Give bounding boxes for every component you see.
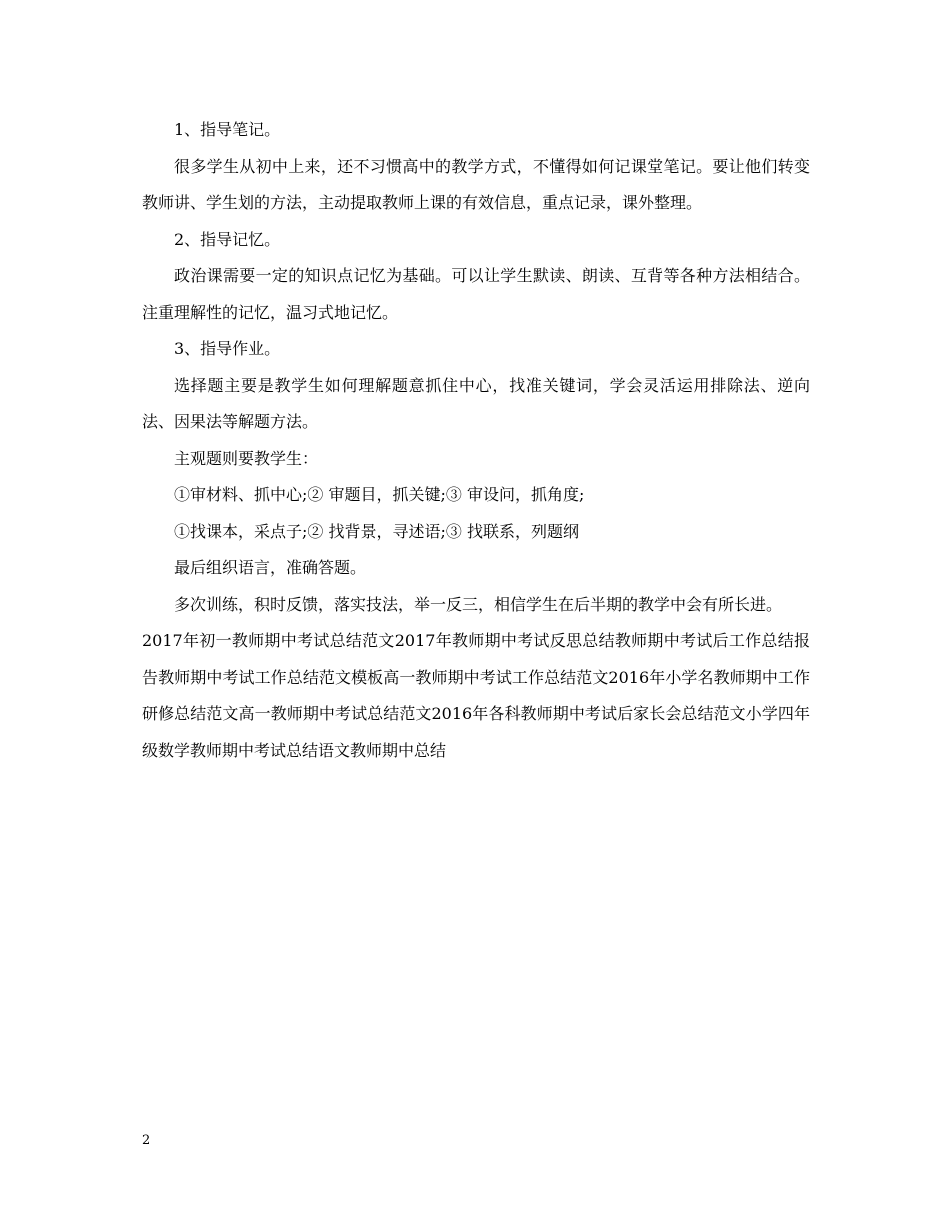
page-number: 2 [142,1133,151,1148]
answer-organization-paragraph: 最后组织语言，准确答题。 [174,558,367,577]
memory-guidance-paragraph: 政治课需要一定的知识点记忆为基础。可以让学生默读、朗读、互背等各种方法相结合。注重理解性的记忆，温习式地记忆。 [142,266,810,322]
section-heading-memory: 2、指导记忆。 [174,229,281,249]
subjective-question-steps-one: ①审材料、抓中心;② 审题目，抓关键;③ 审设问，抓角度; [174,485,585,504]
subjective-question-steps-two: ①找课本，采点子;② 找背景，寻述语;③ 找联系，列题纲 [174,521,579,541]
notes-guidance-paragraph: 很多学生从初中上来，还不习惯高中的教学方式，不懂得如何记课堂笔记。要让他们转变教师讲、学生划的方法，主动提取教师上课的有效信息，重点记录，课外整理。 [142,156,810,212]
section-heading-homework: 3、指导作业。 [174,339,281,358]
section-heading-notes: 1、指导笔记。 [174,120,281,139]
subjective-question-intro: 主观题则要教学生： [174,448,319,468]
multiple-choice-guidance-paragraph: 选择题主要是教学生如何理解题意抓住中心，找准关键词，学会灵活运用排除法、逆向法、因果法等解题方法。 [142,375,810,431]
related-article-titles: 2017年初一教师期中考试总结范文2017年教师期中考试反思总结教师期中考试后工作总结报告教师期中考试工作总结范文模板高一教师期中考试工作总结范文2016年小学名教师期中工作研修总结范文高一教师期中考试总结范文2016年各科教师期中考试后家长会总结范文小学四年级数学教师期中考试总结语文教师期中总结 [142,631,810,760]
document-content [142,112,810,769]
training-feedback-paragraph: 多次训练，积时反馈，落实技法，举一反三，相信学生在后半期的教学中会有所长进。 [174,594,783,614]
